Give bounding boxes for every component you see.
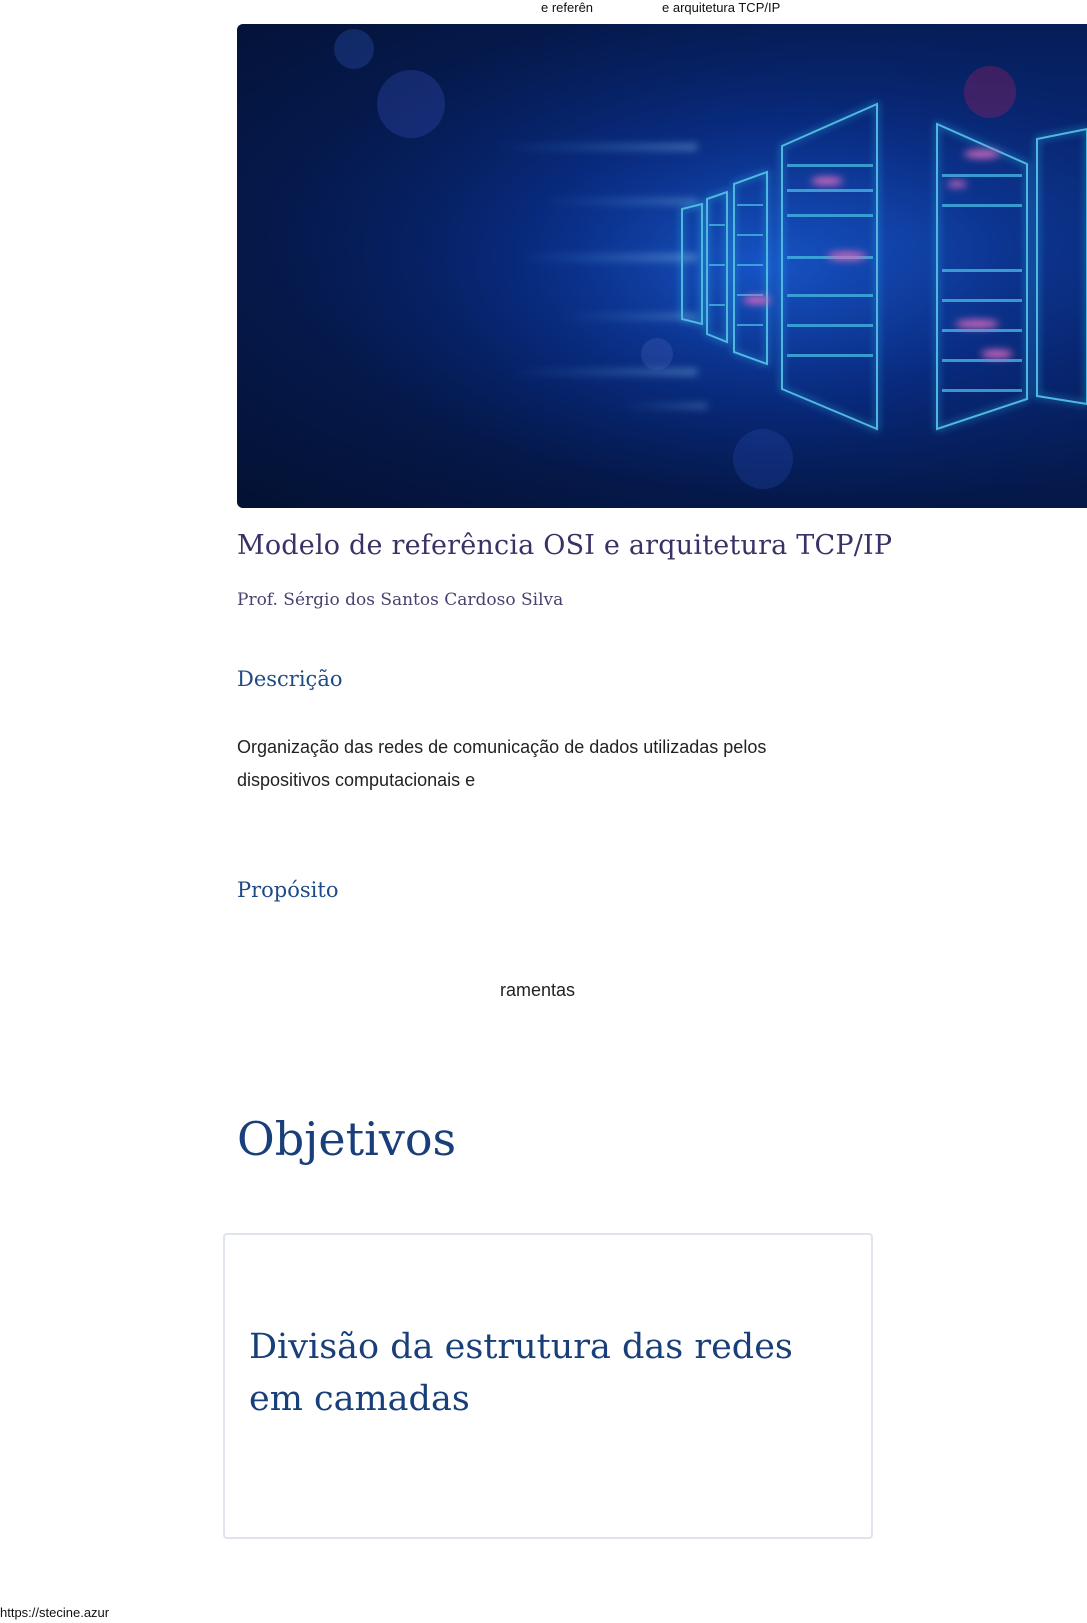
hero-image (237, 24, 1087, 508)
description-text: Organização das redes de comunicação de dados utilizadas pelos dispositivos computacionais e (237, 737, 767, 790)
objectives-heading: Objetivos (237, 1112, 457, 1166)
print-header-fragment: e arquitetura TCP/IP (662, 0, 781, 15)
purpose-text: ramentas (500, 980, 576, 1000)
print-header-fragment: e referên (541, 0, 594, 15)
purpose-heading: Propósito (237, 878, 339, 902)
author-name: Prof. Sérgio dos Santos Cardoso Silva (237, 590, 564, 610)
document-title: Modelo de referência OSI e arquitetura TCP/IP (237, 530, 893, 561)
description-heading: Descrição (237, 667, 343, 691)
objective-card[interactable] (223, 1233, 873, 1539)
print-header (0, 0, 1087, 18)
print-footer-url: https://stecine.azur (0, 1605, 110, 1620)
objective-title: Divisão da estrutura das redes em camadas (249, 1327, 793, 1419)
